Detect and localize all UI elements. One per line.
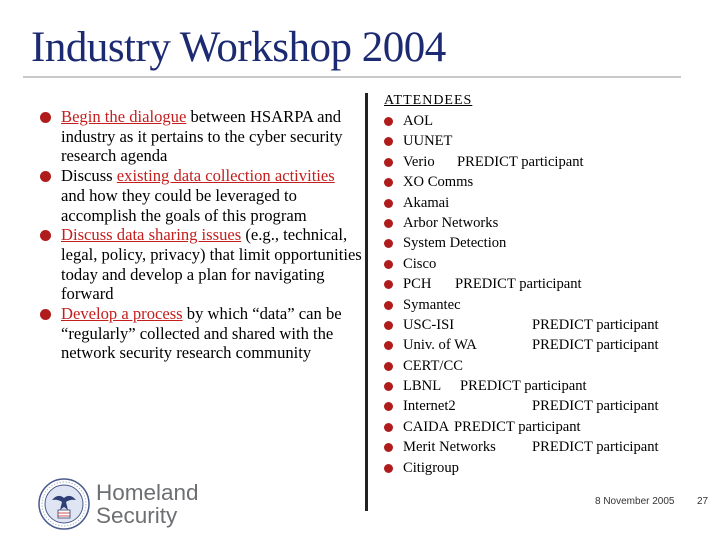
bullet-icon [384,219,393,228]
goal-text: between HSARPA and industry as it pertains to the cyber security research agenda [61,107,343,166]
bullet-icon [384,137,393,146]
bullet-icon [384,260,393,269]
predict-note: PREDICT participant [532,316,659,333]
goal-link[interactable]: Discuss data sharing issues [61,225,242,245]
goal-text: and how they could be leveraged to accomplish the goals of this program [61,185,307,225]
bullet-icon [40,171,51,182]
attendee-item [384,274,694,294]
bullet-icon [384,280,393,289]
attendee-item [384,458,694,478]
attendee-name: Symantec [403,296,461,313]
bullet-icon [384,423,393,432]
predict-note: PREDICT participant [455,276,582,293]
bullet-icon [384,158,393,167]
attendee-item [384,213,694,233]
brand-line-1: Homeland [96,480,199,505]
homeland-security-logo [96,481,199,527]
page-number: 27 [697,496,709,507]
attendee-item [384,376,694,396]
goal-link[interactable]: existing data collection activities [116,166,335,186]
attendee-item [384,396,694,416]
bullet-icon [384,117,393,126]
dhs-seal-icon [38,478,90,530]
bullet-icon [40,309,51,320]
predict-note: PREDICT participant [532,398,659,415]
goal-item [40,225,362,304]
attendee-item [384,254,694,274]
attendee-name: USC-ISI [403,316,455,333]
attendee-name: Cisco [403,255,437,272]
bullet-icon [384,443,393,452]
predict-note: PREDICT participant [460,378,587,395]
attendees-panel [384,92,694,478]
bullet-icon [384,301,393,310]
attendee-name: Univ. of WA [403,337,477,354]
bullet-icon [384,199,393,208]
bullet-icon [384,341,393,350]
attendee-name: LBNL [403,378,442,395]
goal-item [40,304,362,363]
predict-note: PREDICT participant [454,418,581,435]
attendee-name: XO Comms [403,174,474,191]
attendee-name: Arbor Networks [403,214,499,231]
attendee-item [384,295,694,315]
predict-note: PREDICT participant [532,337,659,354]
bullet-icon [384,464,393,473]
goal-link[interactable]: Develop a process [61,304,183,324]
attendee-item [384,356,694,376]
attendee-item [384,131,694,151]
bullet-icon [384,178,393,187]
attendee-item [384,111,694,131]
bullet-icon [384,321,393,330]
bullet-icon [384,362,393,371]
goal-link[interactable]: Begin the dialogue [61,107,187,126]
attendee-item [384,315,694,335]
bullet-icon [40,112,51,123]
goal-prefix: Discuss [61,166,117,186]
attendee-name: Akamai [403,194,450,211]
attendee-item [384,172,694,192]
attendee-item [384,193,694,213]
attendee-name: Verio [403,153,435,170]
bullet-icon [384,239,393,248]
attendee-item [384,152,694,172]
attendee-name: Internet2 [403,398,456,415]
predict-note: PREDICT participant [457,153,584,170]
attendee-name: Merit Networks [403,439,496,456]
attendees-heading: ATTENDEES [384,93,473,108]
predict-note: PREDICT participant [532,439,659,456]
attendees-list [384,111,694,478]
bullet-icon [384,402,393,411]
slide-title: Industry Workshop 2004 [31,24,446,71]
attendee-name: UUNET [403,133,453,150]
footer-date: 8 November 2005 [595,496,675,507]
attendee-name: PCH [403,276,432,293]
attendee-name: Citigroup [403,459,459,476]
attendee-item [384,335,694,355]
bullet-icon [40,230,51,241]
attendee-item [384,417,694,437]
attendee-name: AOL [403,113,433,129]
attendee-item [384,233,694,253]
goal-item [40,107,362,166]
workshop-goals-list [40,107,362,363]
goal-item [40,166,362,225]
column-divider [365,93,368,511]
goal-text: (e.g., technical, legal, policy, privacy) that limit opportunities today and develop a plan for navigating forward [61,225,362,304]
attendee-name: CAIDA [403,418,450,435]
attendee-name: System Detection [403,235,507,252]
brand-line-2: Security [96,503,178,528]
goal-text: by which “data” can be “regularly” collected and shared with the network security research community [61,304,342,363]
title-divider [23,76,681,78]
attendee-item [384,437,694,457]
attendee-name: CERT/CC [403,357,463,374]
bullet-icon [384,382,393,391]
